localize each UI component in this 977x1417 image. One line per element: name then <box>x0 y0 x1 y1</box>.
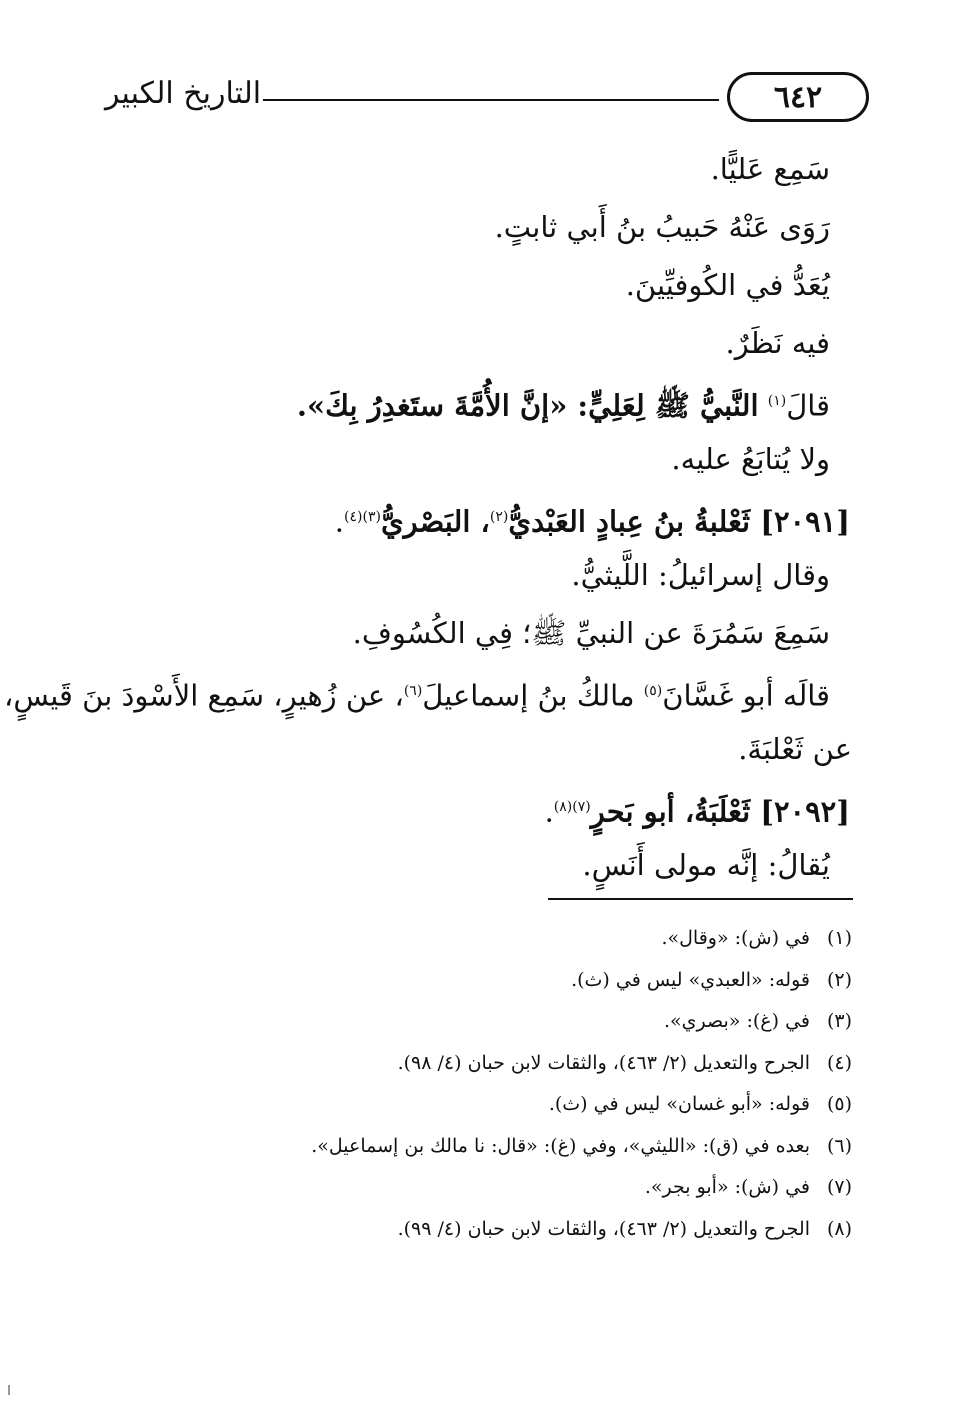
footnote-number: (٢) <box>826 968 852 991</box>
entry-label: [٢٠٩٢] ثَعْلَبَةُ، أبو بَحرٍ <box>590 794 850 829</box>
footnote-number: (٣) <box>826 1010 852 1032</box>
footnote-ref: (١) <box>767 393 787 409</box>
text-line: عن ثَعْلبَةَ. <box>738 732 852 766</box>
text-fragment: قالَه أبو غَسَّانَ <box>662 678 830 713</box>
footnote-ref: (٥) <box>643 683 663 699</box>
footnote-number: (٧) <box>826 1176 852 1198</box>
footnote-separator <box>548 898 853 900</box>
footnote <box>300 960 852 1002</box>
text-fragment: مالكُ بنُ إسماعيلَ <box>422 678 644 713</box>
footnote <box>300 1084 852 1126</box>
footnote-ref: (٨) <box>553 799 573 815</box>
header-rule <box>263 99 719 101</box>
footnote-text: في (ش): «أبو بجر». <box>644 1176 810 1198</box>
text-fragment: . <box>544 794 554 829</box>
footnote-number: (١) <box>826 927 852 949</box>
footnote-ref: (٢) <box>489 509 509 525</box>
text-line: فيه نَظَرٌ. <box>725 326 830 360</box>
footnote <box>300 1043 852 1085</box>
footnote-text: في (ش): «وقال». <box>661 927 810 949</box>
text-line: وقال إسرائيلُ: اللَّيثيُّ. <box>571 558 830 592</box>
footnote-text: قوله: «أبو غسان» ليس في (ث). <box>548 1093 810 1115</box>
footnote <box>300 1001 852 1043</box>
entry-label: ، البَصْريُّ <box>380 504 490 539</box>
footnote-number: (٤) <box>826 1051 852 1074</box>
footnote-number: (٨) <box>826 1217 852 1240</box>
footnote-number: (٥) <box>826 1093 852 1115</box>
text-line: رَوَى عَنْهُ حَبيبُ بنُ أَبي ثابتٍ. <box>494 210 830 244</box>
footnote-ref: (٧) <box>572 799 591 815</box>
footnotes <box>300 918 852 1250</box>
footnote-ref: (٦) <box>403 683 423 699</box>
footnote-text: الجرح والتعديل (٢/ ٤٦٣)، والثقات لابن حبان (٤/ ٩٩). <box>397 1217 810 1240</box>
running-title: التاريخ الكبير <box>105 76 262 111</box>
text-line: يُعَدُّ في الكُوفيِّينَ. <box>625 268 830 302</box>
entry-heading <box>115 488 850 546</box>
text-fragment: . <box>334 504 345 539</box>
footnote-text: بعده في (ق): «الليثي»، وفي (غ): «قال: نا مالك بن إسماعيل». <box>311 1134 810 1157</box>
entry-heading <box>115 778 850 836</box>
footnote-number: (٦) <box>826 1134 852 1157</box>
footnote <box>300 918 852 960</box>
page-number: ٦٤٢ <box>773 79 823 115</box>
text-fragment: قالَ <box>786 388 830 423</box>
footnote-text: قوله: «العبدي» ليس في (ث). <box>571 968 810 991</box>
footnote-ref: (٤) <box>344 509 363 525</box>
text-line: ولا يُتابَعُ عليه. <box>671 442 830 476</box>
text-fragment: ، عن زُهيرٍ، سَمِع الأَسْودَ بنَ قَيسٍ، <box>3 678 404 713</box>
page-header <box>105 72 870 132</box>
text-line: يُقالُ: إنَّه مولى أَنَسٍ. <box>582 848 830 882</box>
entry-label: [٢٠٩١] ثَعْلبةُ بنُ عِبادٍ العَبْديُّ <box>508 504 850 539</box>
page-number-frame <box>727 72 869 122</box>
main-text <box>3 140 852 894</box>
text-line: سَمِعَ سَمُرَةَ عن النبيِّ ﷺ؛ فِي الكُسُوفِ. <box>352 616 830 650</box>
footnote-text: في (غ): «بصري». <box>664 1010 810 1032</box>
footnote-text: الجرح والتعديل (٢/ ٤٦٣)، والثقات لابن حبان (٤/ ٩٨). <box>397 1051 810 1074</box>
footnote <box>300 1167 852 1209</box>
text-line <box>3 662 850 720</box>
footnote <box>300 1126 852 1168</box>
scan-mark <box>8 1385 10 1395</box>
text-line <box>115 372 850 430</box>
text-line: سَمِع عَليًّا. <box>710 152 830 186</box>
footnote <box>300 1209 852 1251</box>
footnote-ref: (٣) <box>362 509 381 525</box>
text-fragment: النَّبيُّ ﷺ لِعَلِيٍّ: «إنَّ الأُمَّةَ ستَغدِرُ بِكَ». <box>296 388 759 423</box>
